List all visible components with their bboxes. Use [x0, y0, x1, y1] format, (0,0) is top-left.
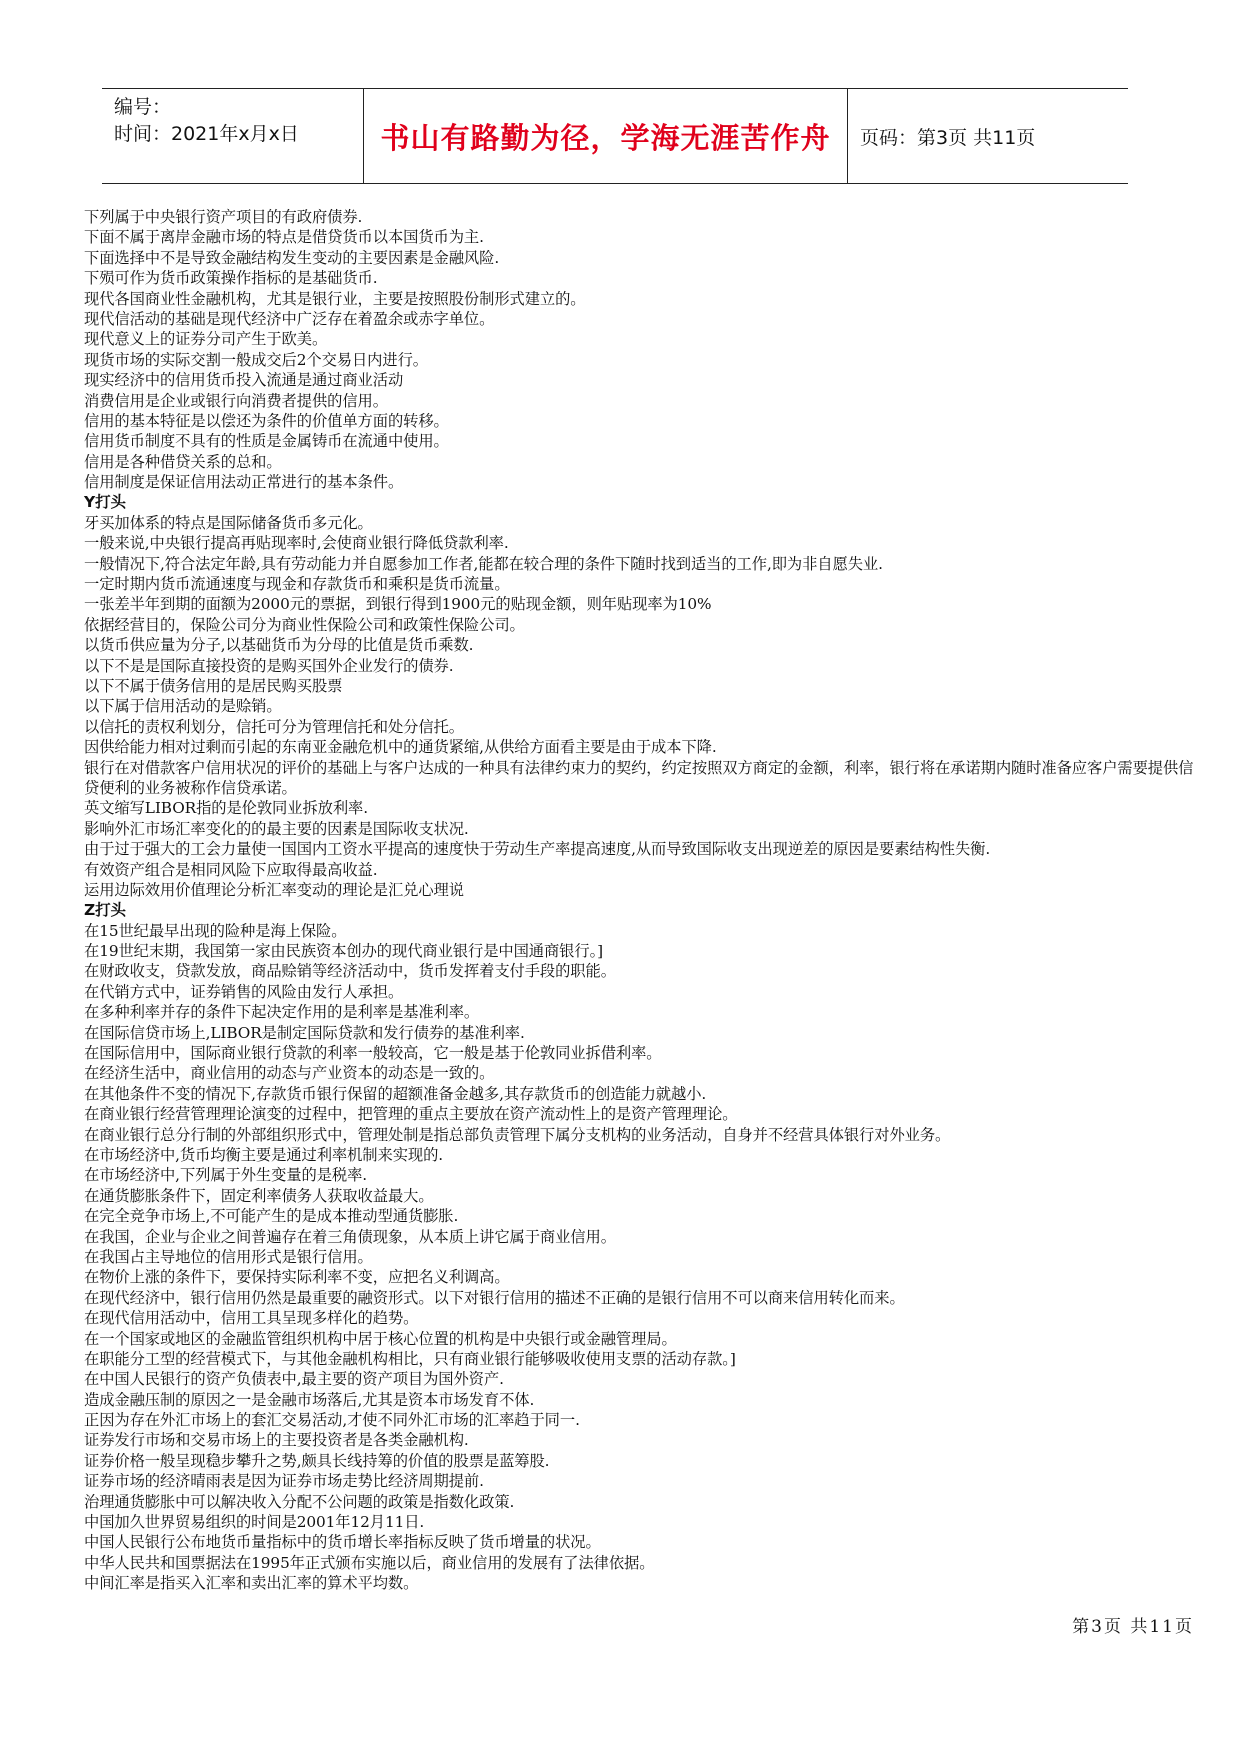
text-line: 中间汇率是指买入汇率和卖出汇率的算术平均数。 — [84, 1574, 419, 1593]
header-meta — [102, 89, 364, 183]
text-line: 在现代经济中，银行信用仍然是最重要的融资形式。以下对银行信用的描述不正确的是银行信用不可以商来信用转化而来。 — [84, 1288, 905, 1307]
text-line: 一定时期内货币流通速度与现金和存款货币和乘积是货币流量。 — [84, 575, 510, 594]
text-line: 以下不是是国际直接投资的是购买国外企业发行的债券. — [84, 656, 454, 675]
text-line: 因供给能力相对过剩而引起的东南亚金融危机中的通货紧缩,从供给方面看主要是由于成本下降. — [84, 738, 717, 757]
text-line: 信用货币制度不具有的性质是金属铸币在流通中使用。 — [84, 432, 449, 451]
text-line: 在经济生活中，商业信用的动态与产业资本的动态是一致的。 — [84, 1064, 495, 1083]
text-line: 在市场经济中,货币均衡主要是通过利率机制来实现的. — [84, 1146, 444, 1164]
text-line: 下面不属于离岸金融市场的特点是借贷货币以本国货币为主. — [84, 228, 484, 247]
text-line: 在其他条件不变的情况下,存款货币银行保留的超额准备金越多,其存款货币的创造能力就越小. — [84, 1084, 707, 1103]
text-line: 一张差半年到期的面额为2000元的票据，到银行得到1900元的贴现金额，则年贴现率为10% — [84, 595, 712, 614]
text-line: 中国加久世界贸易组织的时间是2001年12月11日. — [84, 1513, 425, 1532]
text-line: 中国人民银行公布地货币量指标中的货币增长率指标反映了货币增量的状况。 — [84, 1533, 601, 1552]
text-line: 在19世纪末期，我国第一家由民族资本创办的现代商业银行是中国通商银行。] — [84, 942, 603, 961]
header-motto: 书山有路勤为径，学海无涯苦作舟 — [364, 89, 848, 183]
text-line: 信用的基本特征是以偿还为条件的价值单方面的转移。 — [84, 411, 449, 430]
text-line: 依据经营目的，保险公司分为商业性保险公司和政策性保险公司。 — [84, 615, 525, 634]
text-line: 信用是各种借贷关系的总和。 — [84, 452, 282, 471]
text-line: 证券发行市场和交易市场上的主要投资者是各类金融机构. — [84, 1431, 469, 1450]
text-line: 在物价上涨的条件下，要保持实际利率不变，应把名义利调高。 — [84, 1268, 510, 1287]
document-header — [102, 88, 1128, 184]
text-line: 在完全竞争市场上,不可能产生的是成本推动型通货膨胀. — [84, 1207, 459, 1226]
text-line: 现代各国商业性金融机构，尤其是银行业，主要是按照股份制形式建立的。 — [84, 289, 586, 308]
text-line: 证券价格一般呈现稳步攀升之势,颇具长线持筹的价值的股票是蓝筹股. — [84, 1451, 550, 1470]
text-line: 影响外汇市场汇率变化的的最主要的因素是国际收支状况. — [84, 819, 469, 838]
text-line: 一般来说,中央银行提高再贴现率时,会使商业银行降低贷款利率. — [84, 534, 509, 553]
text-line: 中华人民共和国票据法在1995年正式颁布实施以后，商业信用的发展有了法律依据。 — [84, 1553, 655, 1572]
text-line: 在商业银行经营管理理论演变的过程中，把管理的重点主要放在资产流动性上的是资产管理理论。 — [84, 1105, 738, 1124]
text-line: 以下属于信用活动的是赊销。 — [84, 697, 282, 716]
text-line: 在我国，企业与企业之间普遍存在着三角债现象，从本质上讲它属于商业信用。 — [84, 1227, 616, 1246]
text-line: 牙买加体系的特点是国际储备货币多元化。 — [84, 513, 373, 532]
text-line: 在国际信贷市场上,LIBOR是制定国际贷款和发行债券的基准利率. — [84, 1023, 525, 1042]
text-line: 在多种利率并存的条件下起决定作用的是利率是基准利率。 — [84, 1003, 480, 1022]
text-line: 在现代信用活动中，信用工具呈现多样化的趋势。 — [84, 1309, 419, 1328]
text-line: 英文缩写LIBOR指的是伦敦同业拆放利率. — [84, 799, 369, 818]
text-line: 下殒可作为货币政策操作指标的是基础货币. — [84, 269, 378, 288]
number-label: 编号： — [114, 96, 172, 118]
document-body — [84, 207, 1194, 1594]
text-line: 由于过于强大的工会力量使一国国内工资水平提高的速度快于劳动生产率提高速度,从而导致国际收支出现逆差的原因是要素结构性失衡. — [84, 840, 991, 859]
text-line: 在财政收支，贷款发放，商品赊销等经济活动中，货币发挥着支付手段的职能。 — [84, 962, 616, 981]
text-line: 下面选择中不是导致金融结构发生变动的主要因素是金融风险. — [84, 248, 500, 267]
header-page-label: 页码：第3页 共11页 — [860, 126, 1036, 149]
section-heading: Z打头 — [84, 901, 126, 920]
section-heading: Y打头 — [84, 493, 126, 512]
text-line: 在代销方式中，证券销售的风险由发行人承担。 — [84, 982, 404, 1001]
text-line: 在职能分工型的经营模式下，与其他金融机构相比，只有商业银行能够吸收使用支票的活动存款。] — [84, 1349, 736, 1368]
text-line: 消费信用是企业或银行向消费者提供的信用。 — [84, 391, 388, 410]
text-line: 现代意义上的证券分司产生于欧美。 — [84, 330, 328, 349]
text-line: 证券市场的经济晴雨表是因为证券市场走势比经济周期提前. — [84, 1472, 484, 1491]
text-line: 有效资产组合是相同风险下应取得最高收益. — [84, 860, 378, 879]
page-footer: 第3页 共11页 — [1072, 1617, 1194, 1637]
text-line: 一般情况下,符合法定年龄,具有劳动能力并自愿参加工作者,能都在较合理的条件下随时找到适当的工作,即为非自愿失业. — [84, 554, 883, 573]
text-line: 在通货膨胀条件下，固定利率债务人获取收益最大。 — [84, 1186, 434, 1205]
text-line: 现实经济中的信用货币投入流通是通过商业活动 — [84, 371, 404, 390]
text-line: 在国际信用中，国际商业银行贷款的利率一般较高，它一般是基于伦敦同业拆借利率。 — [84, 1044, 662, 1063]
text-line: 以下不属于债务信用的是居民购买股票 — [84, 676, 343, 695]
text-line: 下列属于中央银行资产项目的有政府债券. — [84, 208, 363, 226]
time-label: 时间：2021年x月x日 — [114, 123, 299, 145]
text-line: 在商业银行总分行制的外部组织形式中，管理处制是指总部负责管理下属分支机构的业务活动，自身并不经营具体银行对外业务。 — [84, 1125, 951, 1144]
text-line: 在15世纪最早出现的险种是海上保险。 — [84, 921, 347, 940]
text-line: 运用边际效用价值理论分析汇率变动的理论是汇兑心理说 — [84, 880, 464, 899]
text-line: 治理通货膨胀中可以解决收入分配不公问题的政策是指数化政策. — [84, 1492, 515, 1511]
text-line: 在我国占主导地位的信用形式是银行信用。 — [84, 1247, 373, 1266]
text-line: 信用制度是保证信用法动正常进行的基本条件。 — [84, 473, 404, 492]
text-line: 以货币供应量为分子,以基础货币为分母的比值是货币乘数. — [84, 636, 474, 655]
text-line: 现代信活动的基础是现代经济中广泛存在着盈余或赤字单位。 — [84, 309, 495, 328]
text-line: 正因为存在外汇市场上的套汇交易活动,才使不同外汇市场的汇率趋于同一. — [84, 1411, 580, 1430]
text-line: 在中国人民银行的资产负债表中,最主要的资产项目为国外资产. — [84, 1370, 504, 1389]
text-line: 造成金融压制的原因之一是金融市场落后,尤其是资本市场发育不体. — [84, 1390, 535, 1409]
text-line: 银行在对借款客户信用状况的评价的基础上与客户达成的一种具有法律约束力的契约，约定按照双方商定的金额，利率，银行将在承诺期内随时准备应客户需要提供信贷便利的业务被称作信贷承诺。 — [84, 758, 1194, 797]
text-line: 在市场经济中,下列属于外生变量的是税率. — [84, 1166, 368, 1185]
text-line: 现货市场的实际交割一般成交后2个交易日内进行。 — [84, 350, 428, 369]
text-line: 以信托的责权利划分，信托可分为管理信托和处分信托。 — [84, 717, 464, 736]
text-line: 在一个国家或地区的金融监管组织机构中居于核心位置的机构是中央银行或金融管理局。 — [84, 1329, 677, 1348]
